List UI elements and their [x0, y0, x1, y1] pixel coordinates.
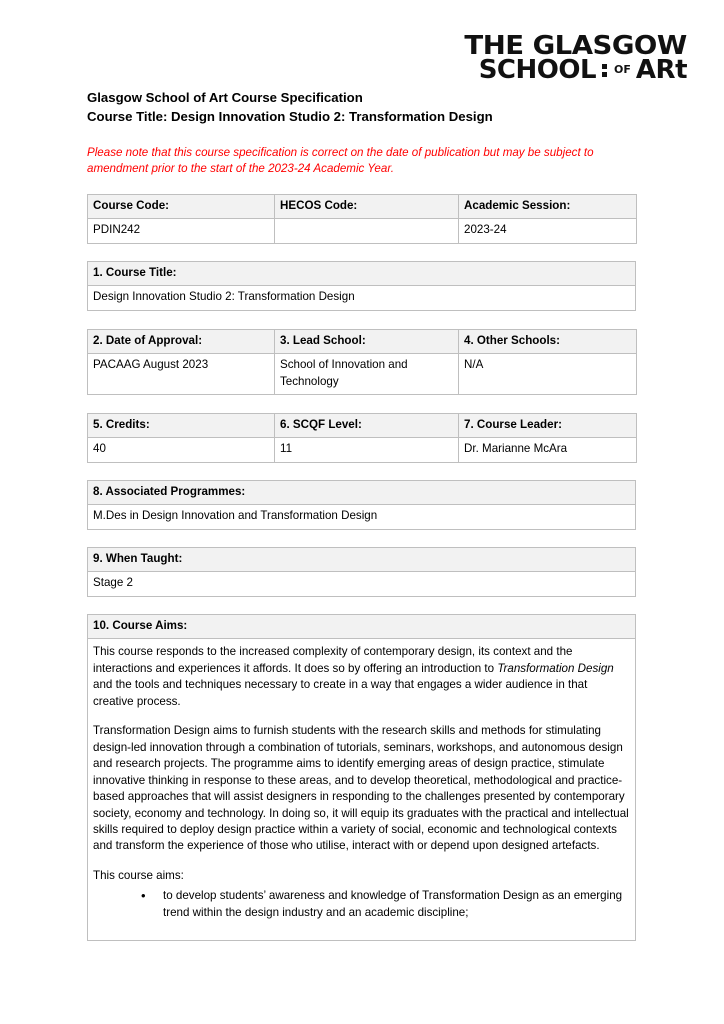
sections-5-7-table	[87, 413, 637, 463]
section-2-header: 2. Date of Approval:	[88, 330, 275, 354]
course-code-value: PDIN242	[88, 219, 275, 243]
course-aims-paragraph-2: Transformation Design aims to furnish students with the research skills and methods for stimulating design-led innovation through a combination of tutorials, seminars, workshops, and autonomous design and research projects. The programme aims to identify emerging areas of design practice, stimulate innovative thinking in response to these areas, and to develop theoretical, methodological and practice-based approaches that will assist designers in responding to the challenges presented by contemporary society, economy and technology. In doing so, it will equip its graduates with the practical and intellectual skills required to deploy design practice within a variety of social, economic and technological contexts and transform the experience of those who utilise, interact with or depend upon designed artefacts.	[93, 724, 629, 853]
course-aims-content	[93, 644, 630, 921]
logo-art-text: ARt	[635, 55, 687, 86]
aims-p1-part-b: and the tools and techniques necessary to create in a way that engages a wider audience in that creative process.	[93, 678, 588, 708]
section-9-value: Stage 2	[88, 572, 636, 596]
section-1-value: Design Innovation Studio 2: Transformation Design	[88, 286, 636, 310]
section-1-header: 1. Course Title:	[88, 262, 636, 286]
course-aims-bullet-list	[93, 888, 630, 921]
section-2-value: PACAAG August 2023	[88, 354, 275, 395]
section-5-value: 40	[88, 438, 275, 462]
section-1-course-title-table	[87, 261, 636, 311]
course-code-header: Course Code:	[88, 195, 275, 219]
section-5-header: 5. Credits:	[88, 414, 275, 438]
publication-notice: Please note that this course specification is correct on the date of publication but may be subject to amendment prior to the start of the 2023-24 Academic Year.	[87, 146, 594, 176]
section-6-value: 11	[275, 438, 459, 462]
table-row	[88, 219, 637, 243]
logo-line-2	[477, 55, 687, 86]
hecos-code-value	[275, 219, 459, 243]
table-row	[88, 505, 636, 529]
aims-p1-italic-term: Transformation Design	[497, 661, 614, 675]
aims-p1-part-a: This course responds to the increased complexity of contemporary design, its context and the interactions and experiences it affords. It does so by offering an introduction to	[93, 645, 573, 675]
sections-2-4-table	[87, 329, 637, 395]
table-row	[88, 615, 636, 639]
table-row	[88, 481, 636, 505]
table-row	[88, 330, 637, 354]
section-10-body	[88, 639, 636, 941]
course-aims-lead-in: This course aims:	[93, 868, 184, 882]
section-9-header: 9. When Taught:	[88, 548, 636, 572]
table-row	[88, 195, 637, 219]
table-row	[88, 639, 636, 941]
section-7-header: 7. Course Leader:	[459, 414, 637, 438]
section-3-value: School of Innovation and Technology	[275, 354, 459, 395]
academic-session-header: Academic Session:	[459, 195, 637, 219]
page-title-line-2: Course Title: Design Innovation Studio 2: Transformation Design	[87, 109, 493, 125]
table-row	[88, 572, 636, 596]
table-row	[88, 262, 636, 286]
table-row	[88, 548, 636, 572]
gsa-logo	[464, 31, 687, 86]
section-9-when-taught-table	[87, 547, 636, 597]
section-8-associated-programmes-table	[87, 480, 636, 530]
logo-school-text: SCHOOL	[478, 55, 597, 86]
hecos-code-header: HECOS Code:	[275, 195, 459, 219]
course-codes-table	[87, 194, 637, 244]
section-10-course-aims-table	[87, 614, 636, 941]
page-title	[87, 88, 647, 126]
table-row	[88, 354, 637, 395]
table-row	[88, 438, 637, 462]
section-8-header: 8. Associated Programmes:	[88, 481, 636, 505]
academic-session-value: 2023-24	[459, 219, 637, 243]
section-10-header: 10. Course Aims:	[88, 615, 636, 639]
section-3-header: 3. Lead School:	[275, 330, 459, 354]
course-aims-paragraph-1	[93, 644, 630, 710]
section-4-value: N/A	[459, 354, 637, 395]
section-8-value: M.Des in Design Innovation and Transformation Design	[88, 505, 636, 529]
page-title-line-1: Glasgow School of Art Course Specification	[87, 90, 363, 105]
table-row	[88, 286, 636, 310]
table-row	[88, 414, 637, 438]
section-7-value: Dr. Marianne McAra	[459, 438, 637, 462]
logo-colon-icon	[602, 64, 607, 77]
section-4-header: 4. Other Schools:	[459, 330, 637, 354]
logo-line-1: THE GLASGOW	[464, 31, 687, 61]
section-6-header: 6. SCQF Level:	[275, 414, 459, 438]
logo-of-text: OF	[614, 63, 631, 77]
list-item: • to develop students’ awareness and knowledge of Transformation Design as an emerging trend within the design industry and an academic discipline;	[141, 888, 630, 921]
